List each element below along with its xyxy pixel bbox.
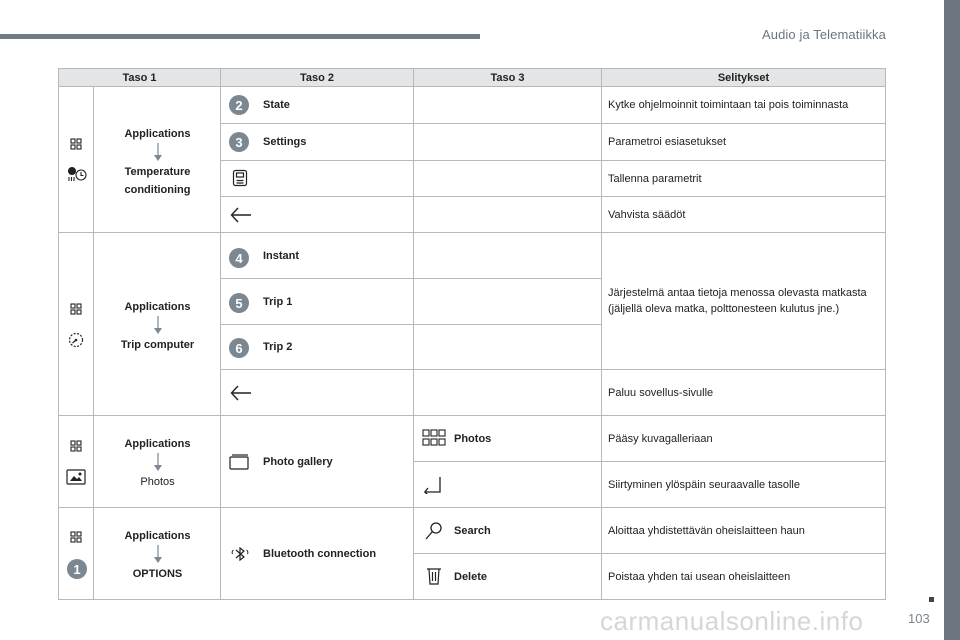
bluetooth-icon	[230, 544, 250, 564]
apps-grid-icon	[70, 440, 82, 452]
search-icon	[424, 521, 444, 541]
photo-gallery-level2: Photo gallery	[221, 416, 414, 508]
level1-options: OPTIONS	[132, 568, 183, 580]
group2-level1-path	[94, 298, 221, 354]
row-uplevel-description: Siirtyminen ylöspäin seuraavalle tasolle	[602, 462, 886, 508]
watermark: carmanualsonline.info	[600, 606, 864, 636]
up-level-icon	[424, 476, 444, 494]
row-photos-level3: Photos	[414, 416, 602, 462]
row-back-description: Paluu sovellus-sivulle	[602, 370, 886, 416]
header-rule	[0, 34, 480, 39]
menu-table	[58, 68, 886, 600]
group4-level1-path	[94, 527, 221, 583]
level1-applications: Applications	[124, 128, 191, 140]
badge-4: 4	[229, 248, 249, 268]
photo-icon	[66, 469, 86, 485]
section-title: Audio ja Telematiikka	[762, 27, 886, 42]
row-instant-level3	[414, 233, 602, 279]
col-header-level3: Taso 3	[414, 68, 602, 87]
row-state-level2: State	[221, 87, 414, 124]
row-state-description: Kytke ohjelmoinnit toimintaan tai pois toiminnasta	[602, 87, 886, 124]
row-back-level3	[414, 370, 602, 416]
climate-timer-icon	[66, 166, 88, 182]
col-header-level1: Taso 1	[58, 68, 221, 87]
row-search-description: Aloittaa yhdistettävän oheislaitteen haun	[602, 508, 886, 554]
back-arrow-icon	[230, 385, 252, 401]
group4-icon-cell	[58, 508, 94, 600]
badge-6: 6	[229, 338, 249, 358]
badge-1: 1	[67, 559, 87, 579]
col-header-level2: Taso 2	[221, 68, 414, 87]
row-settings-level2: Settings	[221, 124, 414, 161]
row-search-level3: Search	[414, 508, 602, 554]
gallery-icon	[229, 454, 249, 470]
down-arrow-icon	[153, 143, 163, 163]
badge-2: 2	[229, 95, 249, 115]
gauge-icon	[66, 332, 86, 348]
apps-grid-icon	[70, 531, 82, 543]
thumbnails-icon	[422, 429, 446, 447]
row-save-description: Tallenna parametrit	[602, 161, 886, 197]
down-arrow-icon	[153, 545, 163, 565]
row-trip1-level3	[414, 279, 602, 325]
group1-icon-cell	[58, 87, 94, 233]
save-icon	[232, 169, 248, 187]
bluetooth-connection-level2: Bluetooth connection	[221, 508, 414, 600]
group3-icon-cell	[58, 416, 94, 508]
level1-applications: Applications	[124, 530, 191, 542]
row-instant-level2: Instant	[221, 233, 414, 279]
level1-temperature-conditioning: Temperature conditioning	[124, 166, 191, 196]
row-delete-level3: Delete	[414, 554, 602, 600]
group2-icon-cell	[58, 233, 94, 416]
row-save-level2	[221, 161, 414, 197]
row-confirm-level3	[414, 197, 602, 233]
apps-grid-icon	[70, 138, 82, 150]
trip-merged-description: Järjestelmä antaa tietoja menossa olevasta matkasta (jäljellä oleva matka, polttonesteen kulutus jne.)	[602, 233, 886, 370]
row-save-level3	[414, 161, 602, 197]
level1-applications: Applications	[124, 438, 191, 450]
back-arrow-icon	[230, 207, 252, 223]
row-trip2-level2: Trip 2	[221, 325, 414, 370]
col-header-description: Selitykset	[602, 68, 886, 87]
row-delete-description: Poistaa yhden tai usean oheislaitteen	[602, 554, 886, 600]
row-trip2-level3	[414, 325, 602, 370]
page-number: 103	[908, 611, 930, 626]
page-edge-band	[944, 0, 960, 640]
row-photos-description: Pääsy kuvagalleriaan	[602, 416, 886, 462]
page-marker	[929, 597, 934, 602]
row-settings-level3	[414, 124, 602, 161]
group1-level1-path	[94, 125, 221, 199]
down-arrow-icon	[153, 316, 163, 336]
row-confirm-description: Vahvista säädöt	[602, 197, 886, 233]
row-state-level3	[414, 87, 602, 124]
level1-applications: Applications	[124, 301, 191, 313]
down-arrow-icon	[153, 453, 163, 473]
level1-photos: Photos	[140, 476, 175, 488]
row-settings-description: Parametroi esiasetukset	[602, 124, 886, 161]
level1-trip-computer: Trip computer	[120, 339, 195, 351]
badge-3: 3	[229, 132, 249, 152]
row-trip1-level2: Trip 1	[221, 279, 414, 325]
apps-grid-icon	[70, 303, 82, 315]
badge-5: 5	[229, 293, 249, 313]
group3-level1-path	[94, 435, 221, 491]
trash-icon	[426, 566, 442, 586]
